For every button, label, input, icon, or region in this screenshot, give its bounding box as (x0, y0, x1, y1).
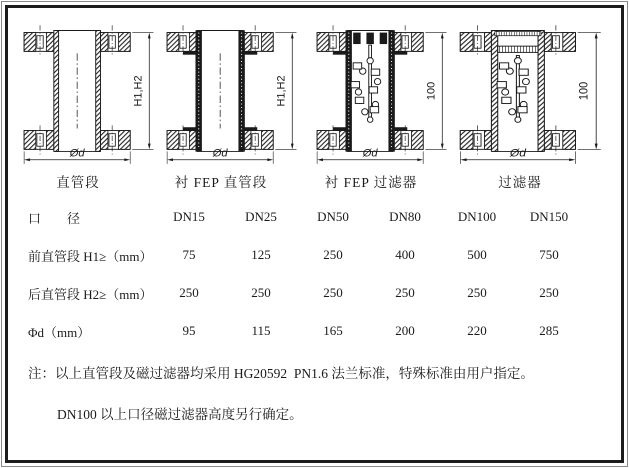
diagram-straight-pipe (22, 18, 162, 191)
table-cell: 750 (539, 247, 559, 262)
table-cell: 200 (395, 323, 415, 338)
svg-text:H1,H2: H1,H2 (275, 75, 288, 107)
diagram-fep-lined-pipe (165, 18, 305, 191)
table-header-label: 口 径 (28, 210, 81, 226)
col-header-dn80: DN80 (389, 209, 421, 224)
dimension-table (28, 198, 585, 350)
diagram-fep-lined-filter (315, 18, 455, 191)
diagram-caption: 衬 FEP 过滤器 (324, 175, 418, 190)
col-header-dn100: DN100 (457, 209, 497, 224)
diagram-caption: 过滤器 (498, 175, 542, 190)
row-label-h1: 前直管段 H1≥（mm） (28, 248, 153, 264)
diagram-filter (458, 18, 610, 191)
table-cell: 250 (467, 285, 487, 300)
fep-lined-pipe-drawing (165, 18, 305, 166)
table-cell: 250 (323, 247, 343, 262)
svg-text:Ød: Ød (509, 148, 526, 160)
svg-text:H1,H2: H1,H2 (132, 75, 145, 107)
table-cell: 285 (539, 323, 559, 338)
table-cell: 220 (467, 323, 487, 338)
table-cell: 250 (539, 285, 559, 300)
svg-text:Ød: Ød (69, 147, 85, 160)
table-cell: 95 (182, 323, 196, 338)
table-cell: 125 (251, 247, 271, 262)
note-flange-standard: 注：以上直管段及磁过滤器均采用 HG20592 PN1.6 法兰标准，特殊标准由用户指定。 (28, 366, 534, 381)
row-label-h2: 后直管段 H2≥（mm） (28, 286, 153, 302)
table-cell: 165 (323, 323, 343, 338)
table-cell: 75 (182, 247, 196, 262)
svg-text:Ød: Ød (362, 147, 378, 160)
col-header-dn15: DN15 (173, 209, 205, 224)
straight-pipe-drawing (22, 18, 162, 166)
diagram-caption: 直管段 (56, 175, 100, 190)
fep-lined-filter-drawing (315, 18, 455, 166)
table-cell: 400 (395, 247, 415, 262)
svg-text:Ød: Ød (212, 147, 228, 160)
col-header-dn25: DN25 (245, 209, 277, 224)
table-cell: 250 (179, 285, 199, 300)
table-cell: 250 (395, 285, 415, 300)
table-cell: 250 (323, 285, 343, 300)
note-dn100-height: DN100 以上口径磁过滤器高度另行确定。 (57, 407, 303, 422)
svg-text:100: 100 (578, 81, 591, 101)
filter-drawing (458, 18, 610, 166)
row-label-phi-d: Φd（mm） (28, 324, 91, 340)
svg-text:100: 100 (425, 81, 438, 101)
table-cell: 115 (251, 323, 271, 338)
col-header-dn50: DN50 (317, 209, 349, 224)
table-cell: 250 (251, 285, 271, 300)
col-header-dn150: DN150 (529, 209, 569, 224)
table-cell: 500 (467, 247, 487, 262)
notes-block (28, 362, 609, 423)
diagram-caption: 衬 FEP 直管段 (174, 175, 268, 190)
